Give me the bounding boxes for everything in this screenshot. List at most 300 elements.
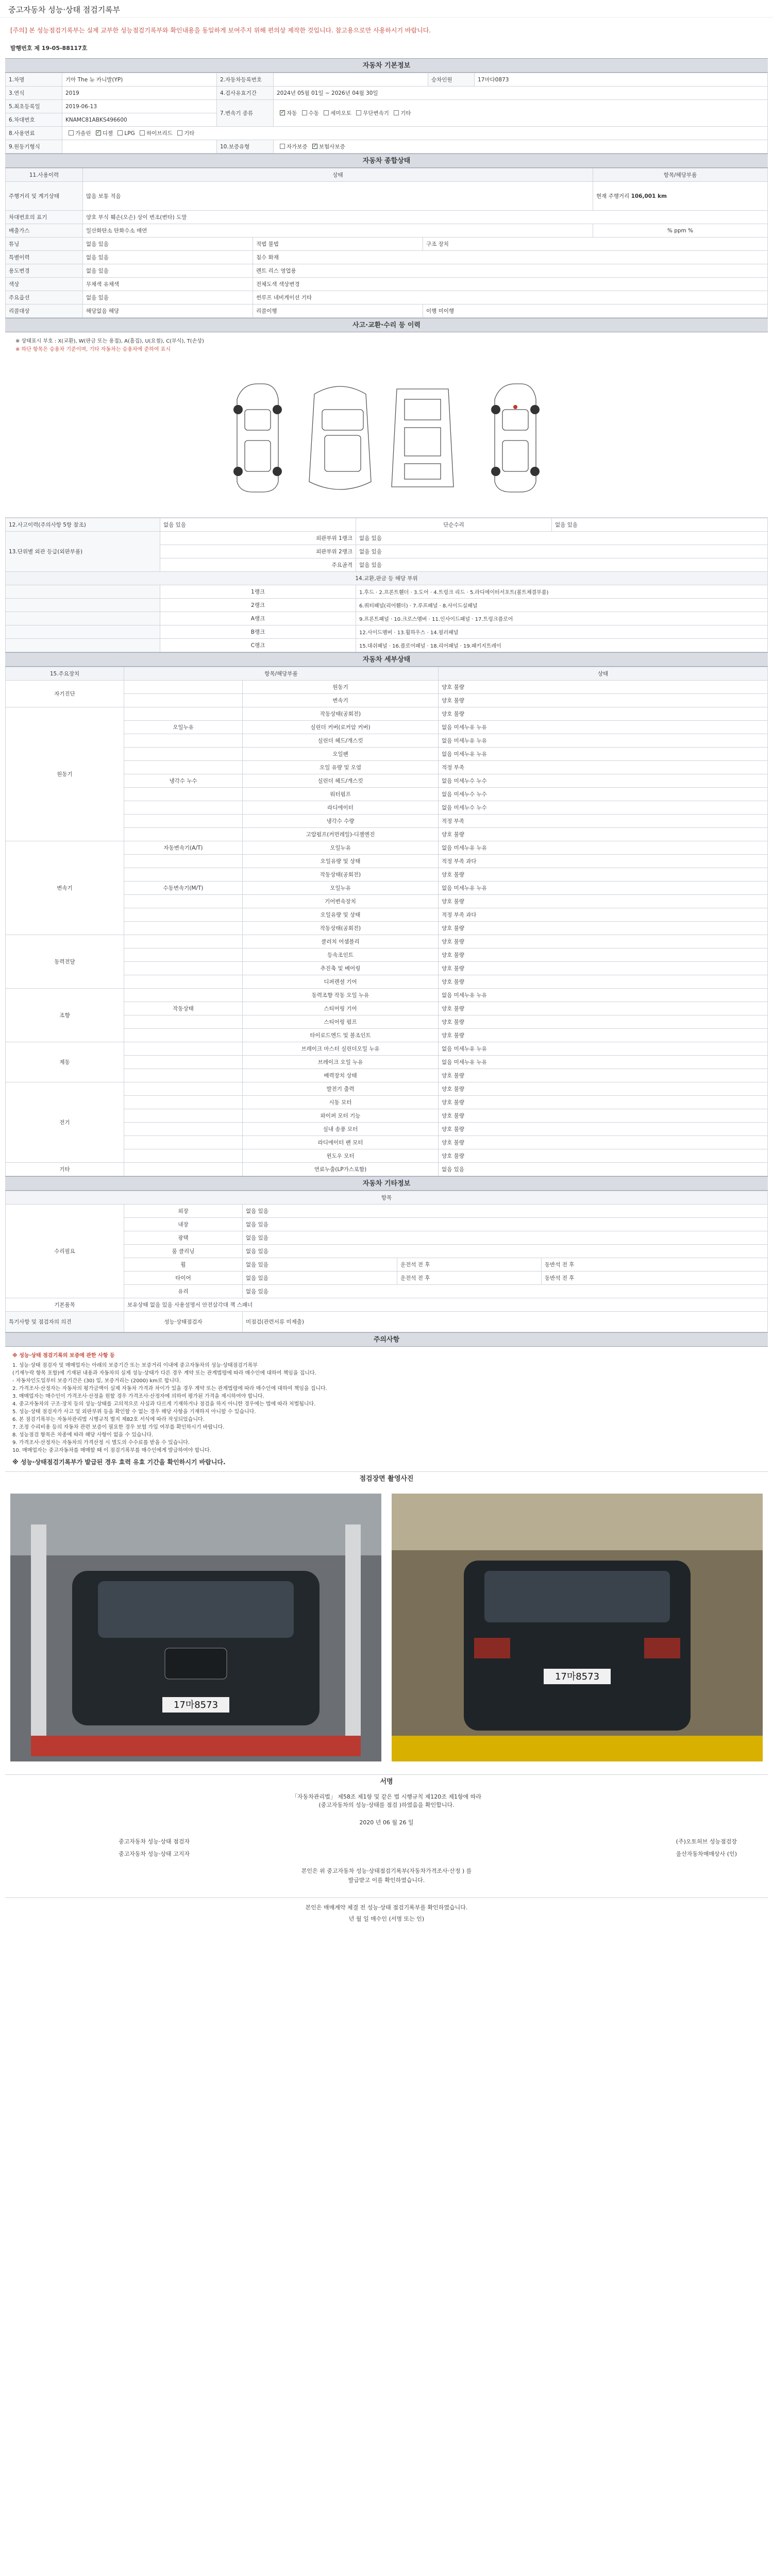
accident-opts2: 없음 있음 [552,518,768,532]
section-photos-title: 점검장면 촬영사진 [5,1472,768,1486]
opt-label: 하이브리드 [146,130,173,137]
detail-part: 작동상태(공회전) [243,868,439,882]
grade-rank: 1랭크 [160,585,356,599]
sign-right [676,1836,737,1860]
detail-state: 양호 불량 [439,962,768,975]
detail-row [6,1163,768,1176]
sign-left [119,1836,190,1860]
detail-part: 오일팬 [243,748,439,761]
detail-sub [124,734,243,748]
detail-sub [124,962,243,975]
notes-line: 1. 성능·상태 점검자 및 매매업자는 아래의 보증기간 또는 보증거리 이내에 중고자동차의 성능·상태점검기록부 [12,1363,258,1368]
basic-label: 7.변속기 종류 [217,100,274,127]
detail-state: 양호 불량 [439,922,768,935]
opt-label: 무단변속기 [363,110,389,116]
detail-group: 기타 [6,1163,124,1176]
detail-group: 변속기 [6,841,124,935]
detail-sub [124,908,243,922]
detail-part: 실린더 헤드/개스킷 [243,774,439,788]
detail-state: 없음 미세누유 누유 [439,721,768,734]
fuel-options [62,127,768,140]
basic-label: 9.원동기형식 [6,140,62,154]
detail-state: 없음 미세누유 누유 [439,882,768,895]
grade-group [6,599,160,612]
panel-items: 6.쿼터패널(리어휀더) · 7.루프패널 · 8.사이드실패널 [356,599,768,612]
detail-state: 양호 불량 [439,1069,768,1082]
detail-group: 제동 [6,1042,124,1082]
detail-state: 없음 미세누유 누유 [439,841,768,855]
detail-state: 양호 불량 [439,681,768,694]
detail-state: 양호 불량 [439,935,768,948]
detail-part: 고압펌프(커먼레일)-디젤엔진 [243,828,439,841]
sign-right2: 울산자동차매매상사 (인) [676,1851,737,1857]
checkbox[interactable] [324,110,329,115]
general-opts: 없음 있음 [83,238,253,251]
detail-sub [124,1015,243,1029]
detail-sub: 오일누유 [124,721,243,734]
section-general-title: 자동차 종합상태 [5,154,768,168]
basic-label: 10.보증유형 [217,140,274,154]
sign-right1: (주)오토허브 성능점검장 [676,1838,737,1845]
detail-state: 양호 불량 [439,694,768,707]
col-head: 항목/해당부품 [593,168,768,182]
mileage-label: 현재 주행거리 [596,193,630,199]
inspection-photo-rear [392,1494,763,1761]
detail-state: 양호 불량 [439,1136,768,1149]
detail-state: 양호 불량 [439,1096,768,1109]
basic-label: 승차인원 [428,73,475,87]
detail-part: 디퍼렌셜 기어 [243,975,439,989]
detail-sub [124,948,243,962]
basic-label: 1.차명 [6,73,62,87]
basic-items-label: 기본품목 [6,1298,124,1312]
basic-label: 2.자동차등록번호 [217,73,274,87]
plate-text: 17마8573 [554,1671,600,1682]
col-head: 15.주요장치 [6,667,124,681]
detail-part: 연료누출(LP가스포함) [243,1163,439,1176]
opt-label: 기타 [184,130,195,137]
other-part: 광택 [124,1231,243,1245]
accident-opts: 없음 있음 [160,518,356,532]
detail-sub [124,681,243,694]
detail-part: 클러치 어셈블리 [243,935,439,948]
detail-part: 오일유량 및 상태 [243,908,439,922]
basic-label: 3.연식 [6,87,62,100]
col-head: 항목 [6,1191,768,1205]
other-part: 유리 [124,1285,243,1298]
section-notes-title: 주의사항 [5,1332,768,1347]
detail-state: 양호 불량 [439,895,768,908]
first-reg-date: 2019-06-13 [62,100,217,113]
checkbox[interactable] [280,144,285,149]
plate-text: 17마8573 [173,1700,219,1710]
detail-part: 실내 송풍 모터 [243,1123,439,1136]
grade-group [6,585,160,599]
car-photo-icon [392,1494,763,1761]
basic-label: 5.최초등록일 [6,100,62,113]
other-state: 없음 있음 [243,1272,397,1285]
general-label: 배출가스 [6,224,83,238]
sign-law: 「자동차관리법」 제58조 제1항 및 같은 법 시행규칙 제120조 제1항에 따라 [291,1793,482,1800]
opt-label: 세미오토 [330,110,351,116]
checkbox[interactable] [69,130,74,135]
detail-sub: 작동상태 [124,1002,243,1015]
sign-area [5,1789,768,1897]
detail-state: 양호 불량 [439,1149,768,1163]
section-accident-title: 사고·교환·수리 등 이력 [5,318,768,332]
section-basic-title: 자동차 기본정보 [5,58,768,73]
panel-items: 12.사이드멤버 · 13.휠하우스 · 14.필러패널 [356,625,768,639]
general-extra: % ppm % [593,224,768,238]
notes-line: 2. 가격조사·산정자는 자동차의 평가금액이 실제 자동차 가격과 차이가 있을 경우 계약 또는 관계법령에 따라 매수인에 대하여 책임을 집니다. [12,1386,327,1392]
detail-state: 없음 미세누수 누수 [439,788,768,801]
engine-type [62,140,217,154]
general-opts: 무채색 유채색 [83,278,253,291]
mileage-value: 106,001 km [631,193,667,199]
accident-label2: 단순수리 [356,518,552,532]
general-opts2: 전체도색 색상변경 [253,278,768,291]
other-part: 타이어 [124,1272,243,1285]
other-group: 수리필요 [6,1205,124,1298]
opt-label: 보험사보증 [318,144,345,150]
car-name: 기아 The 뉴 카니발(YP) [62,73,217,87]
detail-part: 변속기 [243,694,439,707]
basic-info-table [5,73,768,154]
detail-sub: 자동변속기(A/T) [124,841,243,855]
inspection-period: 2024년 05월 01일 ~ 2026년 04월 30일 [274,87,768,100]
opt-label: 디젤 [102,130,113,137]
detail-sub [124,1029,243,1042]
detail-row [6,841,768,855]
report-body [5,58,768,1959]
detail-sub [124,922,243,935]
general-opts2: 적법 불법 [253,238,423,251]
detail-state: 없음 미세누유 누유 [439,1042,768,1056]
other-state: 없음 있음 [243,1245,768,1258]
detail-state: 양호 불량 [439,1015,768,1029]
detail-sub [124,801,243,815]
general-opts: 많음 보통 적음 [83,182,593,211]
other-state: 없음 있음 [243,1231,768,1245]
sign-date: 2020 년 06 월 26 일 [359,1819,414,1826]
detail-sub [124,975,243,989]
detail-part: 브레이크 오일 누유 [243,1056,439,1069]
checkbox[interactable] [356,110,361,115]
basic-items-opts: 보유상태 없음 있음 사용설명서 안전삼각대 잭 스패너 [124,1298,768,1312]
opt-label: 기타 [400,110,411,116]
detail-state: 없음 있음 [439,1163,768,1176]
detail-part: 브레이크 마스터 실린더오일 누유 [243,1042,439,1056]
detail-group: 동력전달 [6,935,124,989]
year: 2019 [62,87,217,100]
other-part: 외장 [124,1205,243,1218]
notes-line: 5. 성능·상태 점검자가 사고 및 외판부위 등을 확인할 수 없는 경우 해당 사항을 기재하지 아니할 수 있습니다. [12,1409,256,1415]
detail-sub [124,1069,243,1082]
grade-group [6,612,160,625]
detail-sub [124,935,243,948]
detail-part: 오일누유 [243,841,439,855]
general-label: 차대번호의 표기 [6,211,83,224]
general-opts2: 렌트 리스 영업용 [253,264,768,278]
opt-label: 자가보증 [287,144,308,150]
other-state: 없음 있음 [243,1258,397,1272]
section-sign-title: 서명 [5,1775,768,1789]
detail-sub [124,694,243,707]
general-opts2: 썬루프 네비게이션 기타 [253,291,768,304]
car-outline-icon [227,379,557,497]
sign-left1: 중고자동차 성능·상태 점검자 [119,1838,190,1845]
detail-sub [124,895,243,908]
detail-sub [124,788,243,801]
col-head: 상태 [83,168,593,182]
general-opts: 없음 있음 [83,251,253,264]
grade-sub: 외판부위 2랭크 [160,545,356,558]
detail-part: 워터펌프 [243,788,439,801]
detail-part: 발전기 출력 [243,1082,439,1096]
basic-label: 6.차대번호 [6,113,62,127]
detail-state: 없음 미세누유 누유 [439,734,768,748]
general-opts2: 리콜이행 [253,304,423,318]
detail-sub [124,815,243,828]
detail-part: 원동기 [243,681,439,694]
other-x2: 동반석 전 후 [542,1258,768,1272]
grade-rank: 2랭크 [160,599,356,612]
buyer-line1: 본인은 매매계약 체결 전 성능·상태 점검기록부를 확인하였습니다. [305,1904,468,1911]
other-part: 휠 [124,1258,243,1272]
general-label: 주행거리 및 계기상태 [6,182,83,211]
notes-box [5,1347,768,1472]
detail-part: 오일누유 [243,882,439,895]
detail-part: 윈도우 모터 [243,1149,439,1163]
detail-state: 양호 불량 [439,1123,768,1136]
detail-state: 적정 부족 [439,761,768,774]
general-opts2: 침수 화재 [253,251,768,264]
detail-group: 원동기 [6,707,124,841]
inspection-photo-front [10,1494,381,1761]
general-opts: 일산화탄소 탄화수소 매연 [83,224,593,238]
notes-line: 8. 성능점검 항목은 차종에 따라 해당 사항이 없을 수 있습니다. [12,1432,154,1438]
detail-part: 기어변속장치 [243,895,439,908]
notes-line: (기재누락 항목 포함)에 기재된 내용과 자동차의 실제 성능·상태가 다른 경우 계약 또는 관계법령에 따라 매수인에 대하여 책임을 집니다. [12,1370,316,1376]
basic-label: 4.검사유효기간 [217,87,274,100]
section-detail-title: 자동차 세부상태 [5,652,768,667]
accident-label: 12.사고이력(주의사항 5항 참조) [6,518,160,532]
detail-sub [124,1149,243,1163]
inspector-label: 특기사항 및 점검자의 의견 [6,1312,124,1332]
car-photo-icon [10,1494,381,1761]
detail-part: 실린더 커버(로커암 커버) [243,721,439,734]
sign-confirm1: 본인은 위 중고자동차 성능·상태점검기록부(자동차가격조사·산정 ) 를 [301,1868,472,1874]
car-diagram [5,332,768,518]
col-head: 항목/해당부품 [124,667,439,681]
general-label: 용도변경 [6,264,83,278]
panel-items: 15.대쉬패널 · 16.플로어패널 · 18.리어패널 · 19.패키지트레이 [356,639,768,652]
detail-state: 양호 불량 [439,1109,768,1123]
detail-sub [124,748,243,761]
detail-state: 없음 미세누수 누수 [439,801,768,815]
cert-number: 발행번호 제 19-05-88117호 [10,45,88,52]
detail-part: 라디에이터 팬 모터 [243,1136,439,1149]
buyer-box [5,1897,768,1959]
notes-line: 6. 본 점검기록부는 자동차관리법 시행규칙 별지 제82호 서식에 따라 작성되었습니다. [12,1417,205,1422]
checkbox[interactable] [177,130,182,135]
detail-sub [124,1042,243,1056]
detail-state: 양호 불량 [439,707,768,721]
detail-state: 없음 미세누유 누유 [439,1056,768,1069]
grade-title: 14.교환,판금 등 해당 부위 [6,572,768,585]
inspector-sub: 성능·상태점검자 [124,1312,243,1332]
detail-sub [124,1163,243,1176]
detail-sub [124,1136,243,1149]
checkbox[interactable] [117,130,123,135]
detail-row [6,935,768,948]
sign-confirm [5,1867,768,1885]
opt-label: 가솔린 [75,130,91,137]
general-opts: 양호 부식 훼손(오손) 상이 변조(변타) 도말 [83,211,768,224]
detail-sub: 수동변속기(M/T) [124,882,243,895]
diagram-legend [5,332,768,359]
general-opts: 없음 있음 [83,291,253,304]
plate-value: 17마다0873 [475,73,768,87]
checkbox[interactable] [394,110,399,115]
other-state: 없음 있음 [243,1205,768,1218]
detail-state: 양호 불량 [439,1002,768,1015]
notes-lines [12,1362,761,1454]
sign-left2: 중고자동차 성능·상태 고지자 [119,1851,190,1857]
detail-group: 전기 [6,1082,124,1163]
sign-confirm2: 발급받고 이를 확인하였습니다. [348,1877,425,1884]
col-head: 상태 [439,667,768,681]
detail-part: 오일유량 및 상태 [243,855,439,868]
general-opts: 없음 있음 [83,264,253,278]
vin: KNAMC81ABKS496600 [62,113,217,127]
notes-line: 7. 조정 수리비용 등의 자동차 관련 보증이 필요한 경우 보험 가입 여부를 확인하시기 바랍니다. [12,1425,225,1430]
general-opts: 해당없음 해당 [83,304,253,318]
page-title: 중고자동차 성능·상태 점검기록부 [0,0,773,18]
detail-row [6,1082,768,1096]
other-table [5,1191,768,1332]
warranty-options [274,140,768,154]
checkbox[interactable] [140,130,145,135]
legend-line: ※ 상태표시 부호 : X(교환), W(판금 또는 용접), A(흠집), U(요철), C(부식), T(손상) [15,338,204,344]
detail-state: 양호 불량 [439,1029,768,1042]
detail-sub [124,989,243,1002]
detail-part: 스티어링 기어 [243,1002,439,1015]
detail-sub [124,1082,243,1096]
grade-group [6,639,160,652]
general-label: 특별이력 [6,251,83,264]
general-opts3: 구조 장치 [423,238,768,251]
detail-row [6,707,768,721]
general-label: 주요옵션 [6,291,83,304]
detail-state: 적정 부족 과다 [439,908,768,922]
mileage-cell [593,182,768,211]
detail-state: 없음 미세누수 누수 [439,774,768,788]
other-part: 룸 클리닝 [124,1245,243,1258]
general-label: 튜닝 [6,238,83,251]
detail-part: 배력장치 상태 [243,1069,439,1082]
detail-sub [124,868,243,882]
panel-items: 1.후드 · 2.프론트휀더 · 3.도어 · 4.트렁크 리드 · 5.라디에이터서포트(볼트체결부품) [356,585,768,599]
opt-label: 자동 [287,110,297,116]
detail-part: 실린더 헤드/개스킷 [243,734,439,748]
grade-sub: 외판부위 1랭크 [160,532,356,545]
other-part: 내장 [124,1218,243,1231]
checkbox[interactable] [96,130,101,135]
col-head: 11.사용이력 [6,168,83,182]
detail-part: 오일 유량 및 오염 [243,761,439,774]
detail-state: 양호 불량 [439,828,768,841]
detail-group: 자기진단 [6,681,124,707]
accident-label: 13.단위별 외관 등급(외판부품) [6,532,160,572]
detail-sub [124,1123,243,1136]
detail-row [6,1042,768,1056]
grade-opts: 없음 있음 [356,545,768,558]
other-x1: 운전석 전 후 [397,1272,542,1285]
detail-sub [124,828,243,841]
detail-part: 스티어링 펌프 [243,1015,439,1029]
other-state: 없음 있음 [243,1285,768,1298]
detail-sub [124,855,243,868]
other-state: 없음 있음 [243,1218,768,1231]
detail-state: 양호 불량 [439,975,768,989]
accident-table [5,518,768,652]
detail-state: 양호 불량 [439,1082,768,1096]
opt-label: LPG [124,130,135,137]
detail-part: 와이퍼 모터 기능 [243,1109,439,1123]
detail-state: 적정 부족 [439,815,768,828]
grade-opts: 없음 있음 [356,532,768,545]
other-x2: 동반석 전 후 [542,1272,768,1285]
grade-group [6,625,160,639]
grade-sub: 주요골격 [160,558,356,572]
detail-part: 동력조향 작동 오일 누유 [243,989,439,1002]
notes-bold: ※ 성능·상태점검기록부가 발급된 경우 효력 유효 기간을 확인하시기 바랍니다. [12,1459,226,1466]
checkbox[interactable] [312,144,317,149]
general-label: 리콜대상 [6,304,83,318]
detail-part: 작동상태(공회전) [243,707,439,721]
opt-label: 수동 [308,110,319,116]
detail-sub [124,1096,243,1109]
detail-part: 시동 모터 [243,1096,439,1109]
detail-sub [124,707,243,721]
notes-title: ※ 성능·상태 점검기록의 보증에 관한 사항 등 [12,1353,115,1359]
checkbox[interactable] [302,110,307,115]
basic-label: 8.사용연료 [6,127,62,140]
transmission-options [274,100,768,127]
detail-sub: 냉각수 누수 [124,774,243,788]
detail-part: 등속조인트 [243,948,439,962]
other-x1: 운전석 전 후 [397,1258,542,1272]
section-other-title: 자동차 기타정보 [5,1176,768,1191]
legend-line: ※ 하단 항목은 승용차 기준이며, 기타 자동차는 승용차에 준하여 표시 [15,347,171,352]
notice-text: [주의] 본 성능점검기록부는 실제 교부한 성능점검기록부와 확인내용을 동일하게 보여주지 위해 편의상 제작한 것입니다. 참고용으로만 사용하시기 바랍니다. [10,27,431,34]
notes-line: 9. 가격조사·산정자는 자동차의 가격산정 시 별도의 수수료를 받을 수 있습니다. [12,1440,190,1446]
detail-row [6,681,768,694]
detail-part: 라디에이터 [243,801,439,815]
checkbox[interactable] [280,110,285,115]
detail-part: 작동상태(공회전) [243,922,439,935]
buyer-text-wrap [5,1897,768,1925]
detail-sub [124,761,243,774]
notes-line: 4. 중고자동차의 구조·장치 등의 성능·상태를 고의적으로 사실과 다르게 기재하거나 점검을 하지 아니한 경우에는 법에 따라 처벌됩니다. [12,1401,316,1407]
photos-area [5,1486,768,1775]
detail-group: 조향 [6,989,124,1042]
reg-number [274,73,428,87]
notes-line: - 자동차인도일부터 보증기간은 (30) 일, 보증거리는 (2000) km로 합니다. [12,1378,181,1384]
general-label: 색상 [6,278,83,291]
grade-rank: C랭크 [160,639,356,652]
